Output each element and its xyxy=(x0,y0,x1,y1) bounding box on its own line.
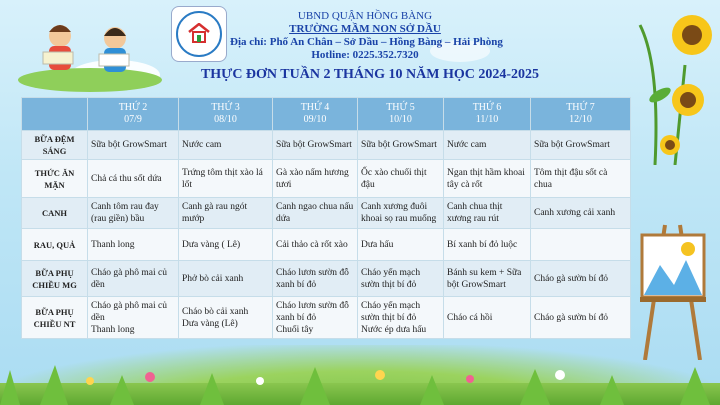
district-name: UBND QUẬN HỒNG BÀNG xyxy=(297,10,433,22)
menu-cell: Nước cam xyxy=(179,131,273,160)
menu-cell: Thanh long xyxy=(88,229,179,261)
menu-cell: Canh chua thịt xương rau rút xyxy=(444,198,531,229)
menu-cell: Cháo gà phô mai củ dền xyxy=(88,261,179,297)
school-hotline: Hotline: 0225.352.7320 xyxy=(311,49,419,61)
school-logo xyxy=(171,6,227,62)
school-address: Địa chỉ: Phố An Chân – Sở Dầu – Hồng Bàng – Hải Phòng xyxy=(230,36,503,48)
menu-cell: Sữa bột GrowSmart xyxy=(358,131,444,160)
menu-cell: Dưa vàng ( Lê) xyxy=(179,229,273,261)
menu-cell: Gà xào nấm hương tươi xyxy=(273,160,358,198)
menu-cell: Cháo yến mạch sườn thịt bí đỏ Nước ép dưa hấu xyxy=(358,297,444,339)
menu-cell: Canh tôm rau đay (rau giền) bầu xyxy=(88,198,179,229)
menu-cell: Canh gà rau ngót mướp xyxy=(179,198,273,229)
menu-cell: Sữa bột GrowSmart xyxy=(273,131,358,160)
weekly-menu-table xyxy=(21,97,631,339)
page-title: THỰC ĐƠN TUẦN 2 THÁNG 10 NĂM HỌC 2024-2025 xyxy=(200,67,540,82)
menu-cell: Cháo lươn sườn đỗ xanh bí đỏ Chuối tây xyxy=(273,297,358,339)
school-header xyxy=(230,10,503,62)
menu-cell: Nước cam xyxy=(444,131,531,160)
menu-cell: Sữa bột GrowSmart xyxy=(88,131,179,160)
painting-easel-icon xyxy=(630,215,715,360)
day-header: THỨ 7 12/10 xyxy=(531,98,631,131)
day-header: THỨ 6 11/10 xyxy=(444,98,531,131)
corner-cell xyxy=(22,98,88,131)
school-house-logo-icon xyxy=(176,11,222,57)
meal-label: BỮA ĐỆM SÁNG xyxy=(22,131,88,160)
table-row xyxy=(22,229,631,261)
menu-cell: Sữa bột GrowSmart xyxy=(531,131,631,160)
menu-cell: Cải thảo cà rốt xào xyxy=(273,229,358,261)
table-row xyxy=(22,261,631,297)
meal-label: BỮA PHỤ CHIỀU MG xyxy=(22,261,88,297)
menu-cell: Bí xanh bí đỏ luộc xyxy=(444,229,531,261)
meal-label: THỨC ĂN MẶN xyxy=(22,160,88,198)
day-header: THỨ 3 08/10 xyxy=(179,98,273,131)
menu-cell: Chả cá thu sốt dứa xyxy=(88,160,179,198)
menu-cell: Tôm thịt đậu sốt cà chua xyxy=(531,160,631,198)
menu-cell: Dưa hấu xyxy=(358,229,444,261)
menu-cell: Bánh su kem + Sữa bột GrowSmart xyxy=(444,261,531,297)
day-header: THỨ 2 07/9 xyxy=(88,98,179,131)
menu-cell: Canh xương đuôi khoai sọ rau muống xyxy=(358,198,444,229)
table-row xyxy=(22,160,631,198)
menu-cell: Canh xương cải xanh xyxy=(531,198,631,229)
menu-cell: Cháo bò cải xanh Dưa vàng (Lê) xyxy=(179,297,273,339)
menu-cell: Cháo gà phô mai củ dền Thanh long xyxy=(88,297,179,339)
school-name: TRƯỜNG MẦM NON SỞ DẦU xyxy=(289,23,441,35)
meal-label: CANH xyxy=(22,198,88,229)
menu-cell xyxy=(531,229,631,261)
menu-cell: Cháo cá hồi xyxy=(444,297,531,339)
meal-label: RAU, QUẢ xyxy=(22,229,88,261)
table-row xyxy=(22,297,631,339)
day-header: THỨ 5 10/10 xyxy=(358,98,444,131)
table-row xyxy=(22,198,631,229)
sunflower-icon xyxy=(630,5,720,165)
table-row xyxy=(22,131,631,160)
menu-cell: Canh ngao chua nấu dứa xyxy=(273,198,358,229)
menu-cell: Cháo gà sườn bí đỏ xyxy=(531,297,631,339)
menu-cell: Ngan thịt hầm khoai tây cà rốt xyxy=(444,160,531,198)
menu-cell: Cháo gà sườn bí đỏ xyxy=(531,261,631,297)
table-header-row xyxy=(22,98,631,131)
menu-cell: Cháo lươn sườn đỗ xanh bí đỏ xyxy=(273,261,358,297)
menu-cell: Phở bò cải xanh xyxy=(179,261,273,297)
grass-flowers-icon xyxy=(0,345,720,405)
menu-cell: Ốc xào chuối thịt đậu xyxy=(358,160,444,198)
meal-label: BỮA PHỤ CHIỀU NT xyxy=(22,297,88,339)
day-header: THỨ 4 09/10 xyxy=(273,98,358,131)
menu-cell: Cháo yến mạch sườn thịt bí đỏ xyxy=(358,261,444,297)
menu-cell: Trứng tôm thịt xào lá lốt xyxy=(179,160,273,198)
